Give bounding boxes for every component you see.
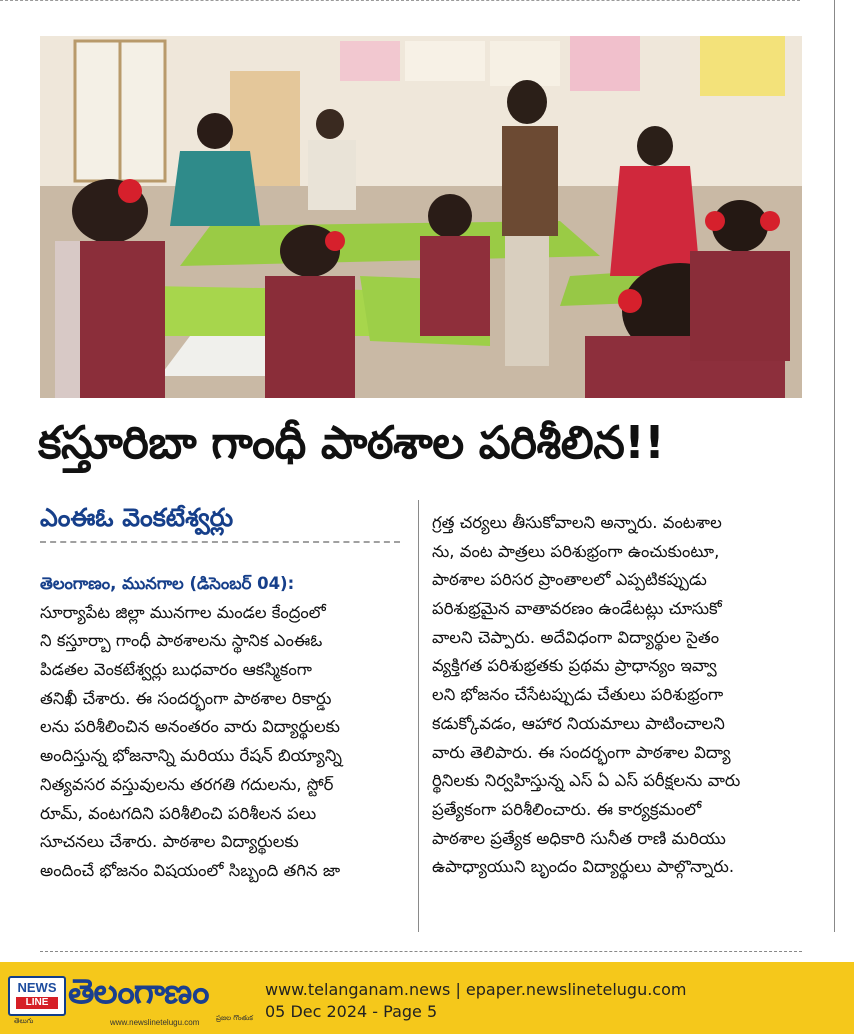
body-line: లని భోజనం చేసేటప్పుడు చేతులు పరిశుభ్రంగా	[432, 685, 724, 705]
article-byline: ఎంఈఓ వెంకటేశ్వర్లు	[40, 503, 234, 532]
brand-tagline: ప్రజల గొంతుక	[216, 1014, 253, 1022]
body-line: పాఠశాల పరిసర ప్రాంతాలలో ఎప్పటికప్పుడు	[432, 570, 707, 590]
body-line: సూచనలు చేశారు. పాఠశాల విద్యార్థులకు	[40, 832, 299, 852]
body-line: లను పరిశీలించిన అనంతరం వారు విద్యార్థులకు	[40, 717, 340, 737]
article-headline: కస్తూరిబా గాంధీ పాఠశాల పరిశీలిన!!	[38, 416, 665, 469]
body-line: పరిశుభ్రమైన వాతావరణం ఉండేటట్లు చూసుకో	[432, 599, 722, 619]
right-column-rule	[834, 0, 835, 932]
logo-subtitle: తెలుగు	[14, 1017, 34, 1025]
body-line: రూమ్, వంటగదిని పరిశీలించి పరిశీలన పలు	[40, 803, 317, 823]
brand-website: www.newslinetelugu.com	[110, 1018, 200, 1027]
body-line: అందించే భోజనం విషయంలో సిబ్బంది తగిన జా	[40, 860, 341, 880]
byline-dashed-rule	[40, 541, 400, 543]
logo-news-text: NEWS	[17, 980, 57, 995]
body-line: వాలని చెప్పారు. అదేవిధంగా విద్యార్థుల సైతం	[432, 627, 720, 647]
brand-name: తెలంగాణం	[68, 972, 209, 1012]
body-line: సూర్యాపేట జిల్లా మునగాల మండల కేంద్రంలో	[40, 602, 326, 622]
body-line: నిత్యవసర వస్తువులను తరగతి గదులను, స్టోర్	[40, 774, 334, 794]
body-line: గ్రత్త చర్యలు తీసుకోవాలని అన్నారు. వంటశాల	[432, 513, 722, 532]
body-line: ప్రత్యేకంగా పరిశీలించారు. ఈ కార్యక్రమంలో	[432, 799, 702, 819]
footer-urls[interactable]: www.telanganam.news | epaper.newslinetelugu.com	[265, 980, 687, 999]
bottom-dashed-rule	[40, 951, 802, 952]
article-dateline: తెలంగాణం, మునగాల (డిసెంబర్ 04):	[40, 574, 295, 593]
article-column-right	[432, 509, 802, 882]
column-divider	[418, 500, 419, 932]
classroom-photo-illustration	[40, 36, 802, 398]
body-line: ర్థినిలకు నిర్వహిస్తున్న ఎస్ ఏ ఎస్ పరీక్షలను వారు	[432, 771, 741, 791]
body-line: ను, వంట పాత్రలు పరిశుభ్రంగా ఉంచుకుంటూ,	[432, 541, 720, 561]
footer-bar	[0, 962, 854, 1034]
top-dashed-rule	[0, 0, 800, 5]
body-line: పాఠశాల ప్రత్యేక అధికారి సునీత రాణి మరియు	[432, 828, 726, 848]
body-line: పిడతల వెంకటేశ్వర్లు బుధవారం ఆకస్మికంగా	[40, 660, 312, 680]
newsline-logo[interactable]	[8, 976, 66, 1016]
body-line: వ్యక్తిగత పరిశుభ్రతకు ప్రథమ ప్రాధాన్యం ఇవ్వా	[432, 656, 717, 676]
footer-date-page: 05 Dec 2024 - Page 5	[265, 1002, 438, 1021]
body-line: ని కస్తూర్బా గాంధీ పాఠశాలను స్థానిక ఎంఈఓ	[40, 631, 323, 651]
body-line: తనిఖీ చేశారు. ఈ సందర్భంగా పాఠశాల రికార్డు	[40, 688, 332, 708]
body-line: అందిస్తున్న భోజనాన్ని మరియు రేషన్ బియ్యాన్ని	[40, 746, 342, 766]
body-line: ఉపాధ్యాయుని బృందం విద్యార్థులు పాల్గొన్నారు.	[432, 857, 735, 877]
article-photo	[40, 36, 802, 398]
body-line: కడుక్కోవడం, ఆహార నియమాలు పాటించాలని	[432, 713, 725, 733]
article-column-left	[40, 570, 406, 886]
logo-line-text: LINE	[16, 997, 58, 1009]
body-line: వారు తెలిపారు. ఈ సందర్భంగా పాఠశాల విద్యా	[432, 742, 731, 762]
